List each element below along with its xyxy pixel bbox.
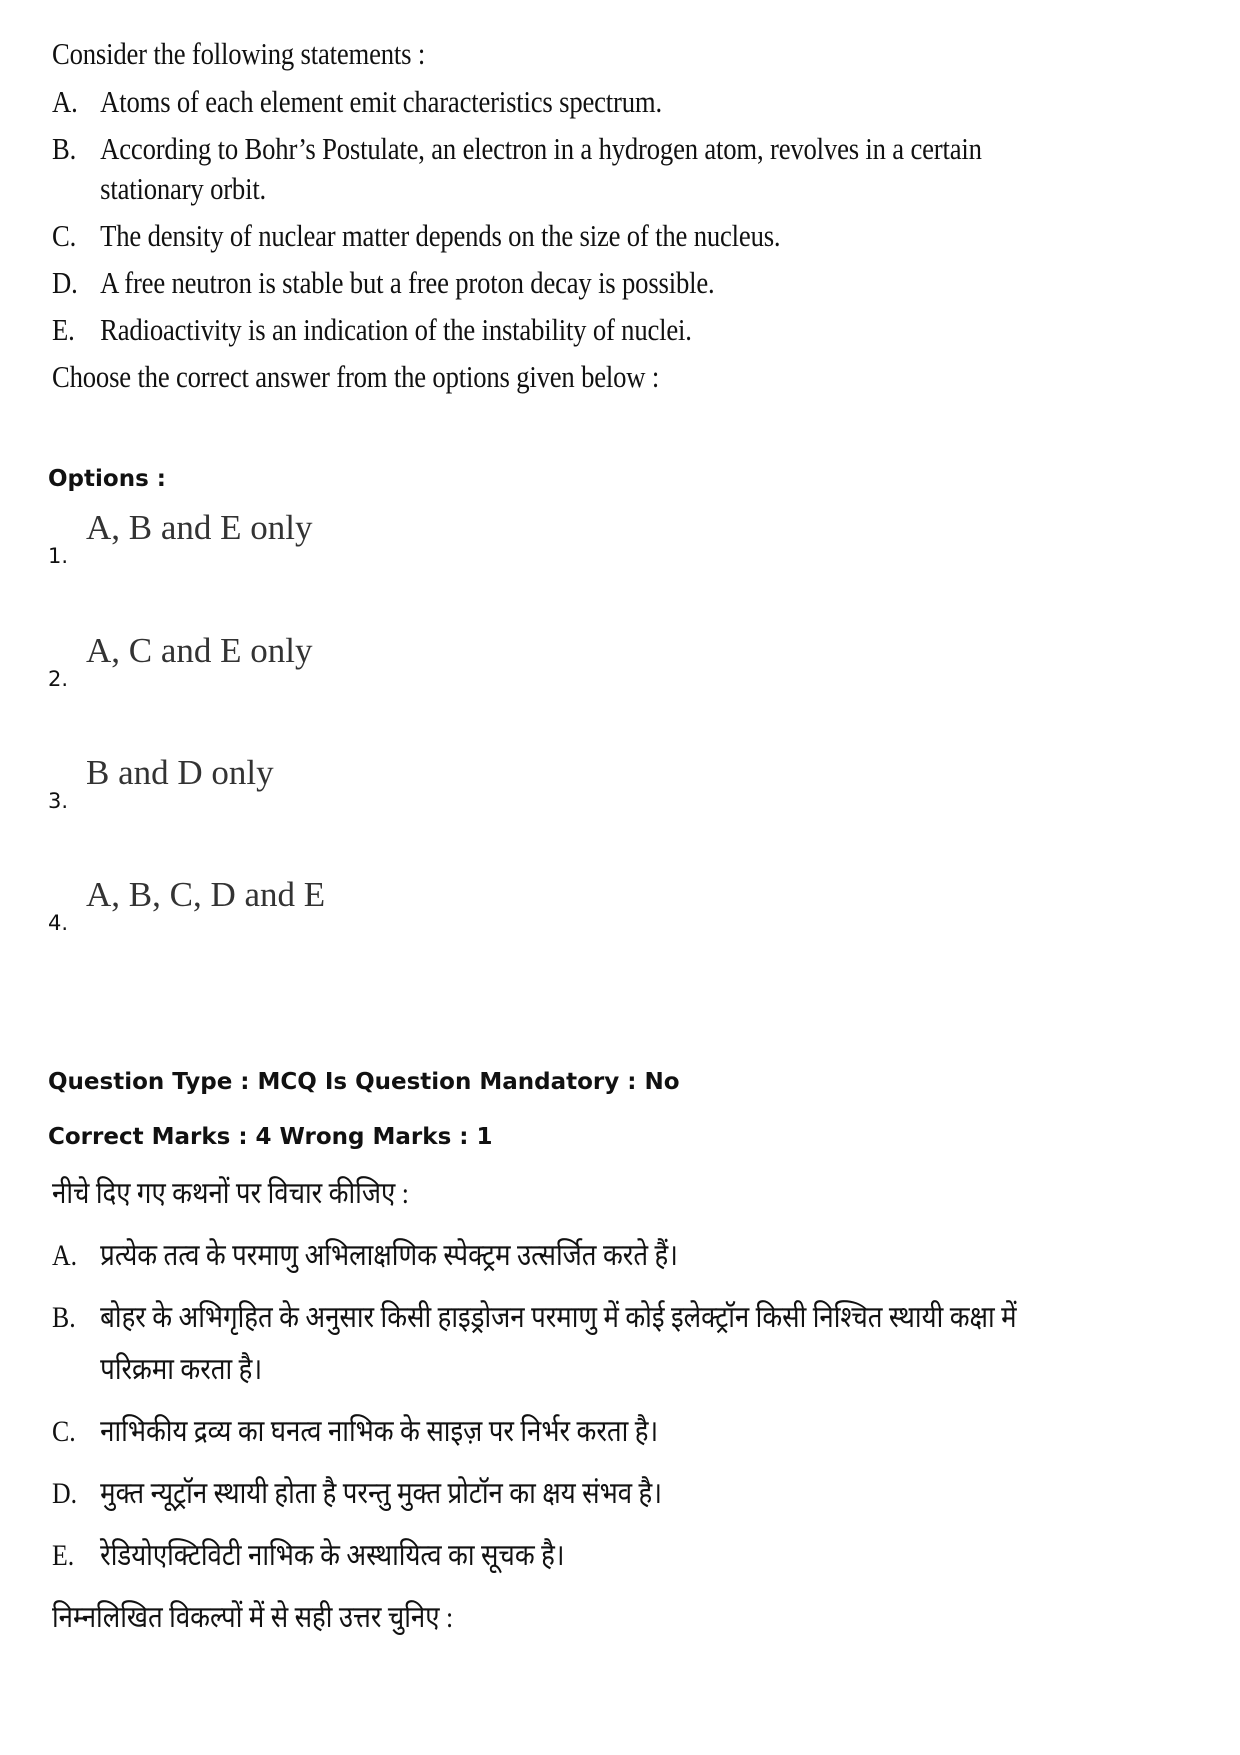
statement-letter: D. (52, 265, 78, 300)
statement-letter: D. (52, 1477, 78, 1510)
statement-letter: E. (52, 1539, 75, 1572)
option-4[interactable] (48, 875, 648, 935)
options-label: Options : (48, 466, 166, 492)
statement-text: प्रत्येक तत्व के परमाणु अभिलाक्षणिक स्पेक्ट्रम उत्सर्जित करते हैं। (100, 1239, 678, 1272)
english-statement-b (52, 129, 1192, 209)
statement-letter: A. (52, 84, 78, 119)
statement-text: The density of nuclear matter depends on the size of the nucleus. (100, 218, 781, 253)
option-text: B and D only (86, 753, 274, 792)
hindi-statement-b (52, 1298, 1192, 1390)
statement-letter: B. (52, 131, 77, 166)
english-choose-instruction: Choose the correct answer from the options given below : (52, 359, 660, 394)
option-2[interactable] (48, 631, 648, 691)
question-type-line: Question Type : MCQ Is Question Mandatory : No (48, 1069, 680, 1095)
english-statement-e (52, 310, 1032, 350)
statement-text: Radioactivity is an indication of the instability of nuclei. (100, 312, 692, 347)
statement-letter: E. (52, 312, 75, 347)
english-intro: Consider the following statements : (52, 36, 426, 71)
option-1[interactable] (48, 508, 648, 568)
english-statement-a (52, 82, 1032, 122)
english-statement-d (52, 263, 1032, 303)
hindi-statement-a (52, 1236, 1032, 1276)
statement-text-continued: परिक्रमा करता है। (100, 1353, 263, 1386)
statement-text: According to Bohr’s Postulate, an electron in a hydrogen atom, revolves in a certain (100, 131, 982, 166)
english-statement-c (52, 216, 1032, 256)
english-question (52, 34, 1192, 397)
option-3[interactable] (48, 753, 648, 813)
marks-line: Correct Marks : 4 Wrong Marks : 1 (48, 1124, 493, 1150)
statement-letter: B. (52, 1301, 76, 1334)
option-number: 1. (48, 544, 69, 568)
statement-text: नाभिकीय द्रव्य का घनत्व नाभिक के साइज़ पर निर्भर करता है। (100, 1415, 659, 1448)
hindi-statement-d (52, 1474, 1032, 1514)
option-text: A, B and E only (86, 508, 313, 547)
statement-text: बोहर के अभिगृहित के अनुसार किसी हाइड्रोजन परमाणु में कोई इलेक्ट्रॉन किसी निश्चित स्थायी कक्षा में (100, 1301, 1017, 1334)
hindi-statement-e (52, 1536, 1032, 1576)
statement-text: रेडियोएक्टिविटी नाभिक के अस्थायित्व का सूचक है। (100, 1539, 565, 1572)
option-number: 3. (48, 789, 69, 813)
option-text: A, B, C, D and E (86, 875, 326, 914)
hindi-statement-c (52, 1412, 1032, 1452)
statement-letter: C. (52, 218, 77, 253)
statement-text: मुक्त न्यूट्रॉन स्थायी होता है परन्तु मुक्त प्रोटॉन का क्षय संभव है। (100, 1477, 663, 1510)
statement-text-continued: stationary orbit. (100, 171, 267, 206)
statement-text: Atoms of each element emit characteristics spectrum. (100, 84, 662, 119)
statement-text: A free neutron is stable but a free proton decay is possible. (100, 265, 715, 300)
option-number: 2. (48, 667, 69, 691)
option-text: A, C and E only (86, 631, 313, 670)
statement-letter: A. (52, 1239, 78, 1272)
statement-letter: C. (52, 1415, 76, 1448)
hindi-intro: नीचे दिए गए कथनों पर विचार कीजिए : (52, 1177, 409, 1210)
hindi-choose-instruction: निम्नलिखित विकल्पों में से सही उत्तर चुनिए : (52, 1601, 454, 1634)
option-number: 4. (48, 911, 69, 935)
hindi-question (52, 1174, 1192, 1638)
